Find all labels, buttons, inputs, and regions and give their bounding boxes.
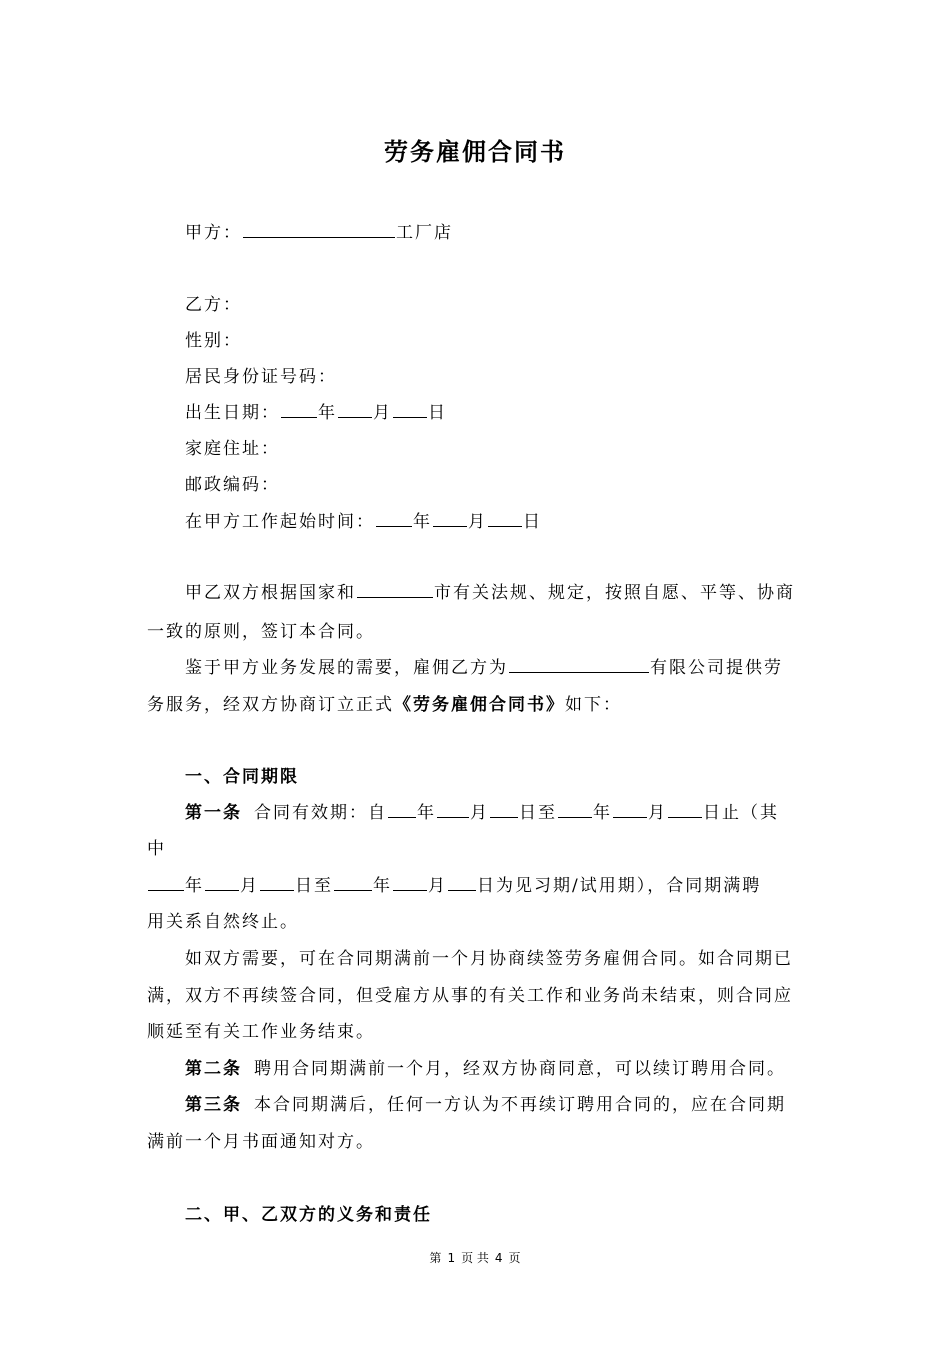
intro-text: 有限公司提供劳 [650,658,783,678]
party-b-label: 乙方： [185,295,242,315]
footer-text: 第 [429,1251,442,1265]
month-unit: 月 [468,512,487,532]
year-unit: 年 [318,403,337,423]
renewal-paragraph: 如双方需要，可在合同期满前一个月协商续签劳务雇佣合同。如合同期已 [185,949,793,969]
year-unit: 年 [413,512,432,532]
article-3-label: 第三条 [185,1095,242,1115]
probation-to-day-blank[interactable] [448,876,476,891]
party-a-label: 甲方： [185,223,242,243]
article-1-cont: 中 [147,839,166,859]
article-2-label: 第二条 [185,1059,242,1079]
intro-paragraph-1-cont: 一致的原则，签订本合同。 [147,622,375,642]
contract-title-ref: 《劳务雇佣合同书》 [394,695,565,715]
intro-paragraph-2-cont [147,690,622,715]
intro-text: 务服务，经双方协商订立正式 [147,695,394,715]
month-unit: 月 [373,403,392,423]
month-unit: 月 [428,876,447,896]
month-unit: 月 [240,876,259,896]
intro-text: 市有关法规、规定，按照自愿、平等、协商 [434,583,795,603]
footer-text: 页 共 [461,1251,489,1265]
article-1-end: 用关系自然终止。 [147,912,299,932]
birth-day-blank[interactable] [393,403,427,418]
start-date-line [185,507,542,532]
to-year-blank[interactable] [558,803,592,818]
document-title: 劳务雇佣合同书 [384,137,566,166]
start-year-blank[interactable] [376,512,412,527]
article-text: 聘用合同期满前一个月，经双方协商同意，可以续订聘用合同。 [254,1059,786,1079]
renewal-paragraph-cont: 满，双方不再续签合同，但受雇方从事的有关工作和业务尚未结束，则合同应 [147,986,793,1006]
probation-to-month-blank[interactable] [393,876,427,891]
footer-text: 页 [508,1251,521,1265]
company-blank[interactable] [509,658,649,673]
article-text: 本合同期满后，任何一方认为不再续订聘用合同的，应在合同期 [254,1095,786,1115]
party-a-line [185,218,453,243]
day-unit: 日 [523,512,542,532]
section-1-heading: 一、合同期限 [185,767,299,787]
page-footer [0,1249,950,1266]
renewal-paragraph-end: 顺延至有关工作业务结束。 [147,1022,375,1042]
article-3-cont: 满前一个月书面通知对方。 [147,1132,375,1152]
article-text: 为见习期/试用期），合同期满聘 [496,876,762,896]
month-unit: 月 [648,803,667,823]
day-unit: 日 [428,403,447,423]
probation-line [147,871,761,896]
probation-to-year-blank[interactable] [334,876,372,891]
article-text: 止（其 [722,803,779,823]
year-unit: 年 [373,876,392,896]
id-number-label: 居民身份证号码： [185,367,337,387]
intro-text: 鉴于甲方业务发展的需要，雇佣乙方为 [185,658,508,678]
city-blank[interactable] [357,583,433,598]
day-unit: 日 [477,876,496,896]
article-1-label: 第一条 [185,803,242,823]
section-2-heading: 二、甲、乙双方的义务和责任 [185,1205,432,1225]
year-unit: 年 [185,876,204,896]
intro-paragraph-1 [185,578,795,603]
birth-date-line [185,398,447,423]
birth-date-label: 出生日期： [185,403,280,423]
intro-text: 甲乙双方根据国家和 [185,583,356,603]
party-a-blank[interactable] [243,223,395,238]
start-date-label: 在甲方工作起始时间： [185,512,375,532]
to-month-blank[interactable] [613,803,647,818]
from-year-blank[interactable] [388,803,416,818]
birth-year-blank[interactable] [281,403,317,418]
year-unit: 年 [417,803,436,823]
probation-from-year-blank[interactable] [148,876,184,891]
intro-paragraph-2 [185,653,783,678]
postcode-label: 邮政编码： [185,475,280,495]
birth-month-blank[interactable] [338,403,372,418]
article-1-line [185,798,779,823]
start-month-blank[interactable] [433,512,467,527]
probation-from-day-blank[interactable] [260,876,294,891]
gender-label: 性别： [185,331,242,351]
article-3-line [185,1090,786,1115]
article-text: 至 [538,803,557,823]
day-unit: 日 [295,876,314,896]
party-a-suffix: 工厂店 [396,223,453,243]
month-unit: 月 [470,803,489,823]
to-day-blank[interactable] [668,803,702,818]
article-text: 合同有效期：自 [254,803,387,823]
from-day-blank[interactable] [490,803,518,818]
day-unit: 日 [703,803,722,823]
address-label: 家庭住址： [185,439,280,459]
current-page-number: 1 [447,1251,456,1265]
article-text: 至 [314,876,333,896]
start-day-blank[interactable] [488,512,522,527]
intro-text: 如下： [565,695,622,715]
article-2-line [185,1054,786,1079]
probation-from-month-blank[interactable] [205,876,239,891]
year-unit: 年 [593,803,612,823]
day-unit: 日 [519,803,538,823]
total-page-count: 4 [494,1251,503,1265]
from-month-blank[interactable] [437,803,469,818]
